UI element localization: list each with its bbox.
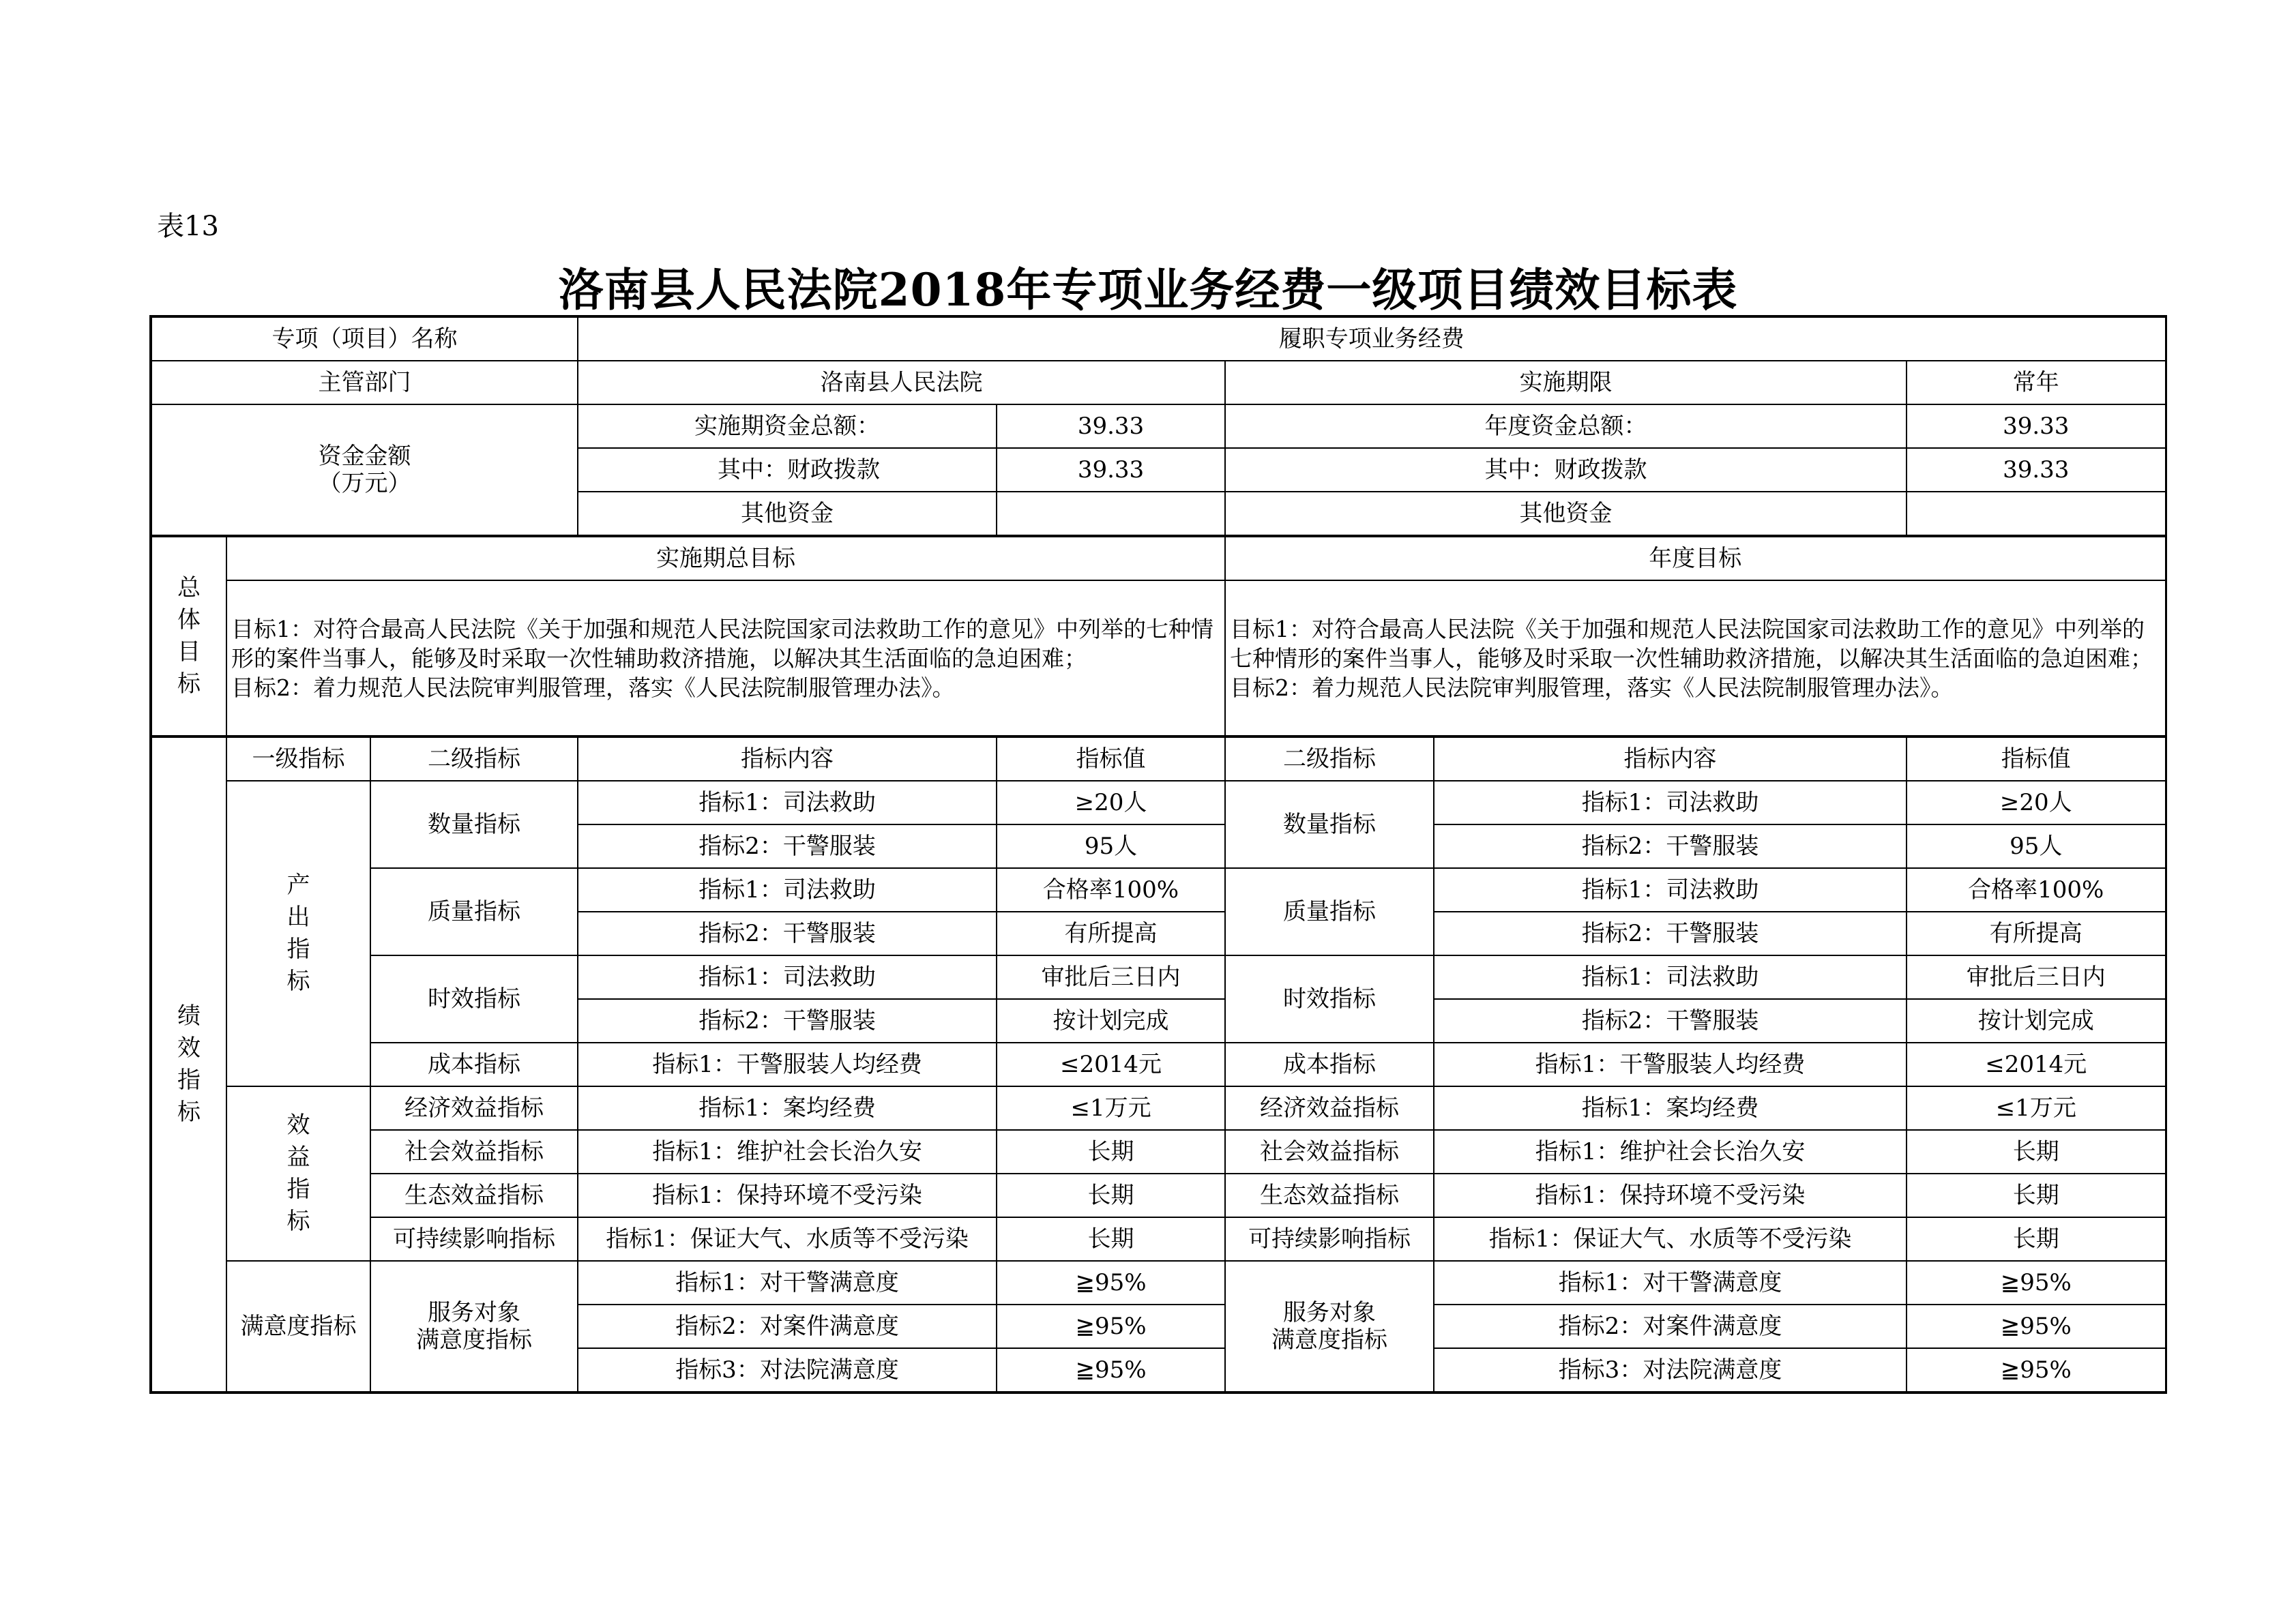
annual-fiscal-value: 39.33 bbox=[1907, 448, 2166, 492]
period-goal-2: 目标2：着力规范人民法院审判服管理，落实《人民法院制服管理办法》。 bbox=[231, 674, 955, 701]
indicator-value: ≧95% bbox=[997, 1305, 1225, 1348]
indicator-annual-value: 按计划完成 bbox=[1907, 999, 2166, 1043]
period-goal-header: 实施期总目标 bbox=[226, 536, 1225, 580]
annual-other-value bbox=[1907, 492, 2166, 536]
indicator-annual-content: 指标1：对干警满意度 bbox=[1434, 1261, 1907, 1305]
indicator-annual-content: 指标2：对案件满意度 bbox=[1434, 1305, 1907, 1348]
level1-header: 一级指标 bbox=[226, 736, 370, 781]
indicator-content: 指标1：案均经费 bbox=[578, 1086, 997, 1130]
department-value: 洛南县人民法院 bbox=[578, 361, 1225, 404]
annual-goal-2: 目标2：着力规范人民法院审判服管理，落实《人民法院制服管理办法》。 bbox=[1230, 674, 1954, 701]
level2-header: 二级指标 bbox=[370, 736, 578, 781]
annual-total-label: 年度资金总额： bbox=[1225, 404, 1907, 448]
indicator-annual-content: 指标1：司法救助 bbox=[1434, 955, 1907, 999]
indicator-annual-content: 指标1：司法救助 bbox=[1434, 781, 1907, 824]
indicator-annual-value: ≧95% bbox=[1907, 1348, 2166, 1393]
output-indicator-label: 产 出 指 标 bbox=[226, 781, 370, 1086]
indicator-value: 95人 bbox=[997, 824, 1225, 868]
cost-label: 成本指标 bbox=[370, 1043, 578, 1086]
funds-fiscal-value: 39.33 bbox=[997, 448, 1225, 492]
satisfaction-indicator-label: 满意度指标 bbox=[226, 1261, 370, 1393]
quantity-label: 数量指标 bbox=[370, 781, 578, 868]
indicator-annual-content: 指标1：案均经费 bbox=[1434, 1086, 1907, 1130]
indicator-value: ≧95% bbox=[997, 1348, 1225, 1393]
service-satisfaction-annual-label: 服务对象 满意度指标 bbox=[1225, 1261, 1434, 1393]
indicator-value: ≧95% bbox=[997, 1261, 1225, 1305]
performance-section-label: 绩 效 指 标 bbox=[151, 736, 226, 1393]
indicator-annual-value: 长期 bbox=[1907, 1174, 2166, 1217]
service-satisfaction-label: 服务对象 满意度指标 bbox=[370, 1261, 578, 1393]
table-number-label: 表13 bbox=[157, 211, 219, 242]
content-header: 指标内容 bbox=[578, 736, 997, 781]
table-row bbox=[151, 955, 2166, 999]
table-row bbox=[151, 1261, 2166, 1305]
funds-total-row bbox=[151, 404, 2166, 448]
indicator-annual-value: 合格率100% bbox=[1907, 868, 2166, 912]
indicator-content: 指标1：维护社会长治久安 bbox=[578, 1130, 997, 1174]
indicator-annual-content: 指标1：司法救助 bbox=[1434, 868, 1907, 912]
indicator-value: ≤1万元 bbox=[997, 1086, 1225, 1130]
period-label: 实施期限 bbox=[1225, 361, 1907, 404]
project-name-value: 履职专项业务经费 bbox=[578, 316, 2166, 361]
department-label: 主管部门 bbox=[151, 361, 578, 404]
economic-benefit-annual-label: 经济效益指标 bbox=[1225, 1086, 1434, 1130]
indicator-annual-value: 审批后三日内 bbox=[1907, 955, 2166, 999]
indicator-annual-content: 指标1：维护社会长治久安 bbox=[1434, 1130, 1907, 1174]
indicator-header-row bbox=[151, 736, 2166, 781]
indicator-content: 指标2：干警服装 bbox=[578, 999, 997, 1043]
social-benefit-annual-label: 社会效益指标 bbox=[1225, 1130, 1434, 1174]
project-name-row bbox=[151, 316, 2166, 361]
quantity-annual-label: 数量指标 bbox=[1225, 781, 1434, 868]
annual-goal-1: 目标1：对符合最高人民法院《关于加强和规范人民法院国家司法救助工作的意见》中列举的七种情形的案件当事人，能够及时采取一次性辅助救济措施，以解决其生活面临的急迫困难； bbox=[1230, 615, 2153, 672]
annual-fiscal-label: 其中：财政拨款 bbox=[1225, 448, 1907, 492]
indicator-annual-value: 长期 bbox=[1907, 1217, 2166, 1261]
timeliness-annual-label: 时效指标 bbox=[1225, 955, 1434, 1043]
timeliness-label: 时效指标 bbox=[370, 955, 578, 1043]
indicator-value: 合格率100% bbox=[997, 868, 1225, 912]
indicator-value: 有所提高 bbox=[997, 912, 1225, 955]
sustainable-impact-annual-label: 可持续影响指标 bbox=[1225, 1217, 1434, 1261]
indicator-content: 指标1：司法救助 bbox=[578, 868, 997, 912]
indicator-value: 长期 bbox=[997, 1217, 1225, 1261]
indicator-content: 指标1：司法救助 bbox=[578, 955, 997, 999]
ecological-benefit-label: 生态效益指标 bbox=[370, 1174, 578, 1217]
table-row bbox=[151, 1043, 2166, 1086]
overall-goal-section-label: 总 体 目 标 bbox=[151, 536, 226, 736]
cost-annual-label: 成本指标 bbox=[1225, 1043, 1434, 1086]
overall-goal-header-row bbox=[151, 536, 2166, 580]
table-row bbox=[151, 1217, 2166, 1261]
indicator-annual-value: ≤2014元 bbox=[1907, 1043, 2166, 1086]
indicator-content: 指标1：保证大气、水质等不受污染 bbox=[578, 1217, 997, 1261]
table-row bbox=[151, 1174, 2166, 1217]
funds-other-value bbox=[997, 492, 1225, 536]
value-annual-header: 指标值 bbox=[1907, 736, 2166, 781]
funds-total-value: 39.33 bbox=[997, 404, 1225, 448]
table-row bbox=[151, 1130, 2166, 1174]
annual-goal-header: 年度目标 bbox=[1225, 536, 2166, 580]
indicator-annual-value: ≥20人 bbox=[1907, 781, 2166, 824]
indicator-annual-value: ≧95% bbox=[1907, 1261, 2166, 1305]
indicator-annual-content: 指标1：保持环境不受污染 bbox=[1434, 1174, 1907, 1217]
content-annual-header: 指标内容 bbox=[1434, 736, 1907, 781]
indicator-value: 长期 bbox=[997, 1174, 1225, 1217]
funds-label-line1: 资金金额 bbox=[318, 443, 411, 470]
economic-benefit-label: 经济效益指标 bbox=[370, 1086, 578, 1130]
overall-goal-content-row bbox=[151, 580, 2166, 736]
indicator-annual-content: 指标2：干警服装 bbox=[1434, 999, 1907, 1043]
indicator-annual-value: 长期 bbox=[1907, 1130, 2166, 1174]
indicator-value: 按计划完成 bbox=[997, 999, 1225, 1043]
period-goal-1: 目标1：对符合最高人民法院《关于加强和规范人民法院国家司法救助工作的意见》中列举的七种情形的案件当事人，能够及时采取一次性辅助救济措施，以解决其生活面临的急迫困难； bbox=[231, 615, 1213, 672]
table-row bbox=[151, 781, 2166, 824]
indicator-value: ≥20人 bbox=[997, 781, 1225, 824]
indicator-content: 指标3：对法院满意度 bbox=[578, 1348, 997, 1393]
annual-total-value: 39.33 bbox=[1907, 404, 2166, 448]
indicator-content: 指标2：对案件满意度 bbox=[578, 1305, 997, 1348]
indicator-annual-content: 指标2：干警服装 bbox=[1434, 824, 1907, 868]
indicator-value: 审批后三日内 bbox=[997, 955, 1225, 999]
performance-goal-table bbox=[149, 315, 2167, 1394]
page-title: 洛南县人民法院2018年专项业务经费一级项目绩效目标表 bbox=[558, 263, 1738, 316]
sustainable-impact-label: 可持续影响指标 bbox=[370, 1217, 578, 1261]
social-benefit-label: 社会效益指标 bbox=[370, 1130, 578, 1174]
indicator-annual-value: ≧95% bbox=[1907, 1305, 2166, 1348]
annual-goal-text bbox=[1225, 580, 2166, 736]
funds-other-label: 其他资金 bbox=[578, 492, 997, 536]
table-row bbox=[151, 868, 2166, 912]
quality-annual-label: 质量指标 bbox=[1225, 868, 1434, 955]
indicator-annual-value: 有所提高 bbox=[1907, 912, 2166, 955]
indicator-value: 长期 bbox=[997, 1130, 1225, 1174]
indicator-content: 指标2：干警服装 bbox=[578, 912, 997, 955]
indicator-content: 指标2：干警服装 bbox=[578, 824, 997, 868]
value-header: 指标值 bbox=[997, 736, 1225, 781]
period-goal-text bbox=[226, 580, 1225, 736]
indicator-annual-content: 指标3：对法院满意度 bbox=[1434, 1348, 1907, 1393]
indicator-annual-content: 指标2：干警服装 bbox=[1434, 912, 1907, 955]
quality-label: 质量指标 bbox=[370, 868, 578, 955]
indicator-content: 指标1：司法救助 bbox=[578, 781, 997, 824]
level2-annual-header: 二级指标 bbox=[1225, 736, 1434, 781]
ecological-benefit-annual-label: 生态效益指标 bbox=[1225, 1174, 1434, 1217]
indicator-content: 指标1：保持环境不受污染 bbox=[578, 1174, 997, 1217]
benefit-indicator-label: 效 益 指 标 bbox=[226, 1086, 370, 1261]
funds-label-line2: （万元） bbox=[318, 470, 411, 497]
indicator-annual-content: 指标1：保证大气、水质等不受污染 bbox=[1434, 1217, 1907, 1261]
indicator-annual-content: 指标1：干警服装人均经费 bbox=[1434, 1043, 1907, 1086]
table-row bbox=[151, 1086, 2166, 1130]
department-row bbox=[151, 361, 2166, 404]
indicator-annual-value: 95人 bbox=[1907, 824, 2166, 868]
indicator-content: 指标1：对干警满意度 bbox=[578, 1261, 997, 1305]
indicator-content: 指标1：干警服装人均经费 bbox=[578, 1043, 997, 1086]
funds-total-label: 实施期资金总额： bbox=[578, 404, 997, 448]
period-value: 常年 bbox=[1907, 361, 2166, 404]
project-name-label: 专项（项目）名称 bbox=[151, 316, 578, 361]
indicator-annual-value: ≤1万元 bbox=[1907, 1086, 2166, 1130]
annual-other-label: 其他资金 bbox=[1225, 492, 1907, 536]
indicator-value: ≤2014元 bbox=[997, 1043, 1225, 1086]
funds-label bbox=[151, 404, 578, 536]
funds-fiscal-label: 其中：财政拨款 bbox=[578, 448, 997, 492]
